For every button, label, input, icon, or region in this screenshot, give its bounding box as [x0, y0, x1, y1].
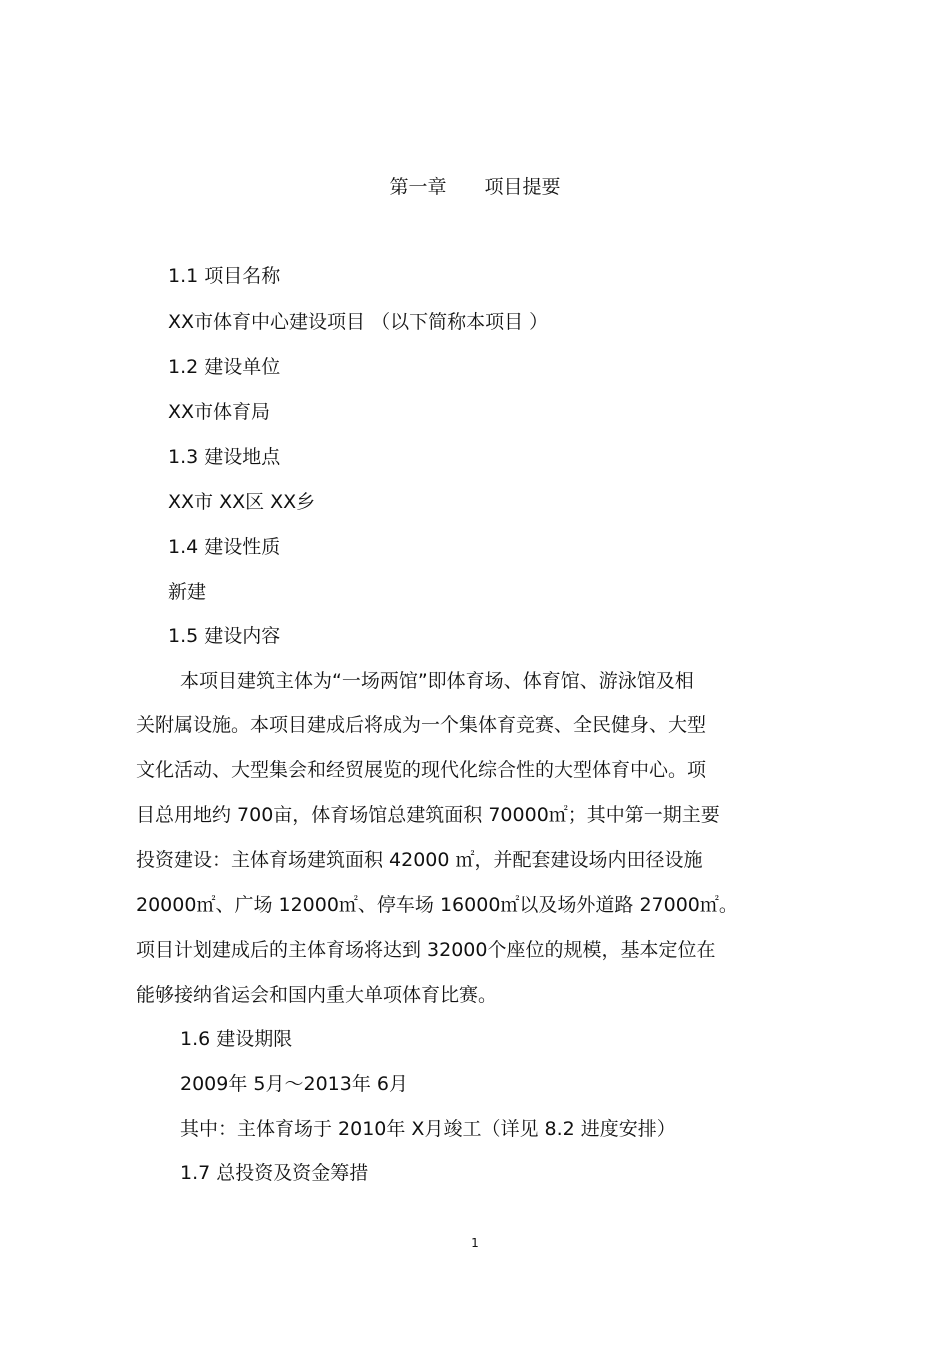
section-1-6-heading: 1.6 建设期限: [180, 1028, 293, 1050]
paragraph-line-1: 本项目建筑主体为“一场两馆”即体育场、体育馆、游泳馆及相: [180, 670, 694, 692]
paragraph-line-6: 20000㎡、广场 12000㎡、停车场 16000㎡以及场外道路 27000㎡。: [136, 894, 738, 916]
section-1-7-heading: 1.7 总投资及资金筹措: [180, 1162, 369, 1184]
section-1-4-body: 新建: [168, 581, 207, 603]
section-1-2-body: XX市体育局: [168, 401, 271, 423]
section-1-6-body-period: 2009年 5月～2013年 6月: [180, 1073, 408, 1095]
section-1-3-heading: 1.3 建设地点: [168, 446, 281, 468]
paragraph-line-3: 文化活动、大型集会和经贸展览的现代化综合性的大型体育中心。项: [136, 759, 707, 781]
page-number: 1: [471, 1236, 479, 1250]
paragraph-line-7: 项目计划建成后的主体育场将达到 32000个座位的规模，基本定位在: [136, 939, 716, 961]
section-1-2-heading: 1.2 建设单位: [168, 356, 281, 378]
section-1-5-heading: 1.5 建设内容: [168, 625, 281, 647]
chapter-title: [0, 175, 950, 199]
section-1-4-heading: 1.4 建设性质: [168, 536, 281, 558]
paragraph-line-4: 目总用地约 700亩，体育场馆总建筑面积 70000㎡；其中第一期主要: [136, 804, 720, 826]
section-1-3-body: XX市 XX区 XX乡: [168, 491, 316, 513]
chapter-number: 第一章: [389, 176, 447, 198]
paragraph-line-8: 能够接纳省运会和国内重大单项体育比赛。: [136, 984, 498, 1006]
paragraph-line-5: 投资建设：主体育场建筑面积 42000 ㎡，并配套建设场内田径设施: [136, 849, 703, 871]
section-1-6-body-detail: 其中：主体育场于 2010年 X月竣工（详见 8.2 进度安排）: [180, 1118, 676, 1140]
section-1-1-body: XX市体育中心建设项目 （以下简称本项目 ）: [168, 311, 549, 333]
chapter-name: 项目提要: [484, 176, 561, 198]
section-1-1-heading: 1.1 项目名称: [168, 265, 281, 287]
paragraph-line-2: 关附属设施。本项目建成后将成为一个集体育竞赛、全民健身、大型: [136, 714, 707, 736]
